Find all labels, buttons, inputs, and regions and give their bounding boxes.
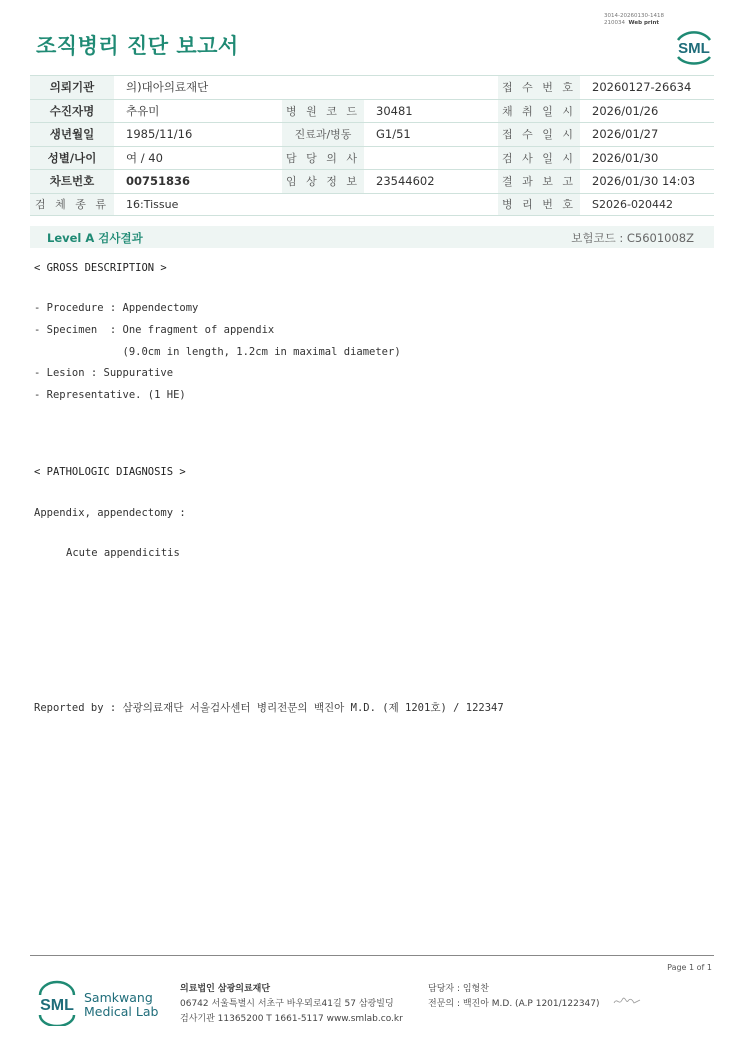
info-label: 생년월일 [30,123,114,147]
info-label [282,76,364,100]
info-value [364,193,498,215]
info-value: 16:Tissue [114,193,282,215]
info-label: 접 수 번 호 [498,76,580,100]
info-row [30,99,714,123]
patient-info-table [30,75,714,216]
info-value: 2026/01/27 [580,123,714,147]
info-row [30,76,714,100]
diagnosis-heading: < PATHOLOGIC DIAGNOSIS > [34,466,186,478]
info-label: 성별/나이 [30,146,114,170]
info-row [30,193,714,215]
info-value [364,146,498,170]
gross-line: - Representative. (1 HE) [34,389,186,401]
info-label: 의뢰기관 [30,76,114,100]
info-label: 병 리 번 호 [498,193,580,215]
info-value: 30481 [364,99,498,123]
report-title: 조직병리 진단 보고서 [36,34,239,58]
gross-line: - Specimen : One fragment of appendix [34,324,275,336]
print-code [604,13,694,27]
specialist-name: 전문의 : 백진아 M.D. (A.P 1201/122347) [428,999,600,1009]
info-value: 20260127-26634 [580,76,714,100]
info-label: 차트번호 [30,170,114,194]
info-value: 추유미 [114,99,282,123]
print-code-line2: 210034 [604,20,625,26]
gross-heading: < GROSS DESCRIPTION > [34,262,167,274]
org-name: 의료법인 삼광의료재단 [180,984,271,994]
print-code-line1: 3014-20260130-1418 [604,13,664,19]
info-row [30,123,714,147]
info-value: 2026/01/30 [580,146,714,170]
info-value: S2026-020442 [580,193,714,215]
info-value: 1985/11/16 [114,123,282,147]
info-value: 23544602 [364,170,498,194]
web-print-label: Web print [628,20,660,26]
info-label: 결 과 보 고 [498,170,580,194]
info-value: G1/51 [364,123,498,147]
gross-line: (9.0cm in length, 1.2cm in maximal diameter) [34,346,401,358]
info-value [364,76,498,100]
sml-logo-text: SML [678,40,710,57]
diagnosis-result: Acute appendicitis [66,547,180,559]
sml-logo-icon [672,26,716,66]
info-row [30,146,714,170]
brand-name-line2: Medical Lab [84,1004,159,1019]
info-label: 채 취 일 시 [498,99,580,123]
gross-line: - Procedure : Appendectomy [34,302,199,314]
org-address: 06742 서울특별시 서초구 바우뫼로41길 57 삼광빌딩 [180,999,394,1009]
info-label: 수진자명 [30,99,114,123]
diagnosis-site: Appendix, appendectomy : [34,507,186,519]
info-value: 2026/01/30 14:03 [580,170,714,194]
page-number: Page 1 of 1 [667,963,712,972]
signature-icon [612,994,642,1008]
info-label: 검 체 종 류 [30,193,114,215]
info-label: 검 사 일 시 [498,146,580,170]
brand-name-line1: Samkwang [84,990,153,1005]
insurance-code: 보험코드 : C5601008Z [571,231,694,245]
info-label: 임 상 정 보 [282,170,364,194]
info-value: 여 / 40 [114,146,282,170]
reported-by: Reported by : 삼광의료재단 서울검사센터 병리전문의 백진아 M.D. (제 1201호) / 122347 [34,702,504,714]
gross-line: - Lesion : Suppurative [34,367,174,379]
sml-footer-logo-icon [36,980,78,1026]
info-label: 진료과/병동 [282,123,364,147]
info-value: 의)대아의료재단 [114,76,282,100]
sml-footer-logo-text: SML [40,997,74,1014]
info-label: 담 당 의 사 [282,146,364,170]
manager-name: 담당자 : 임형찬 [428,984,489,994]
info-label: 접 수 일 시 [498,123,580,147]
info-value: 2026/01/26 [580,99,714,123]
info-value: 00751836 [114,170,282,194]
info-label [282,193,364,215]
org-contact: 검사기관 11365200 T 1661-5117 www.smlab.co.kr [180,1014,403,1024]
info-label: 병 원 코 드 [282,99,364,123]
level-label: Level A 검사결과 [47,231,143,245]
info-row [30,170,714,194]
footer-divider [30,955,714,956]
